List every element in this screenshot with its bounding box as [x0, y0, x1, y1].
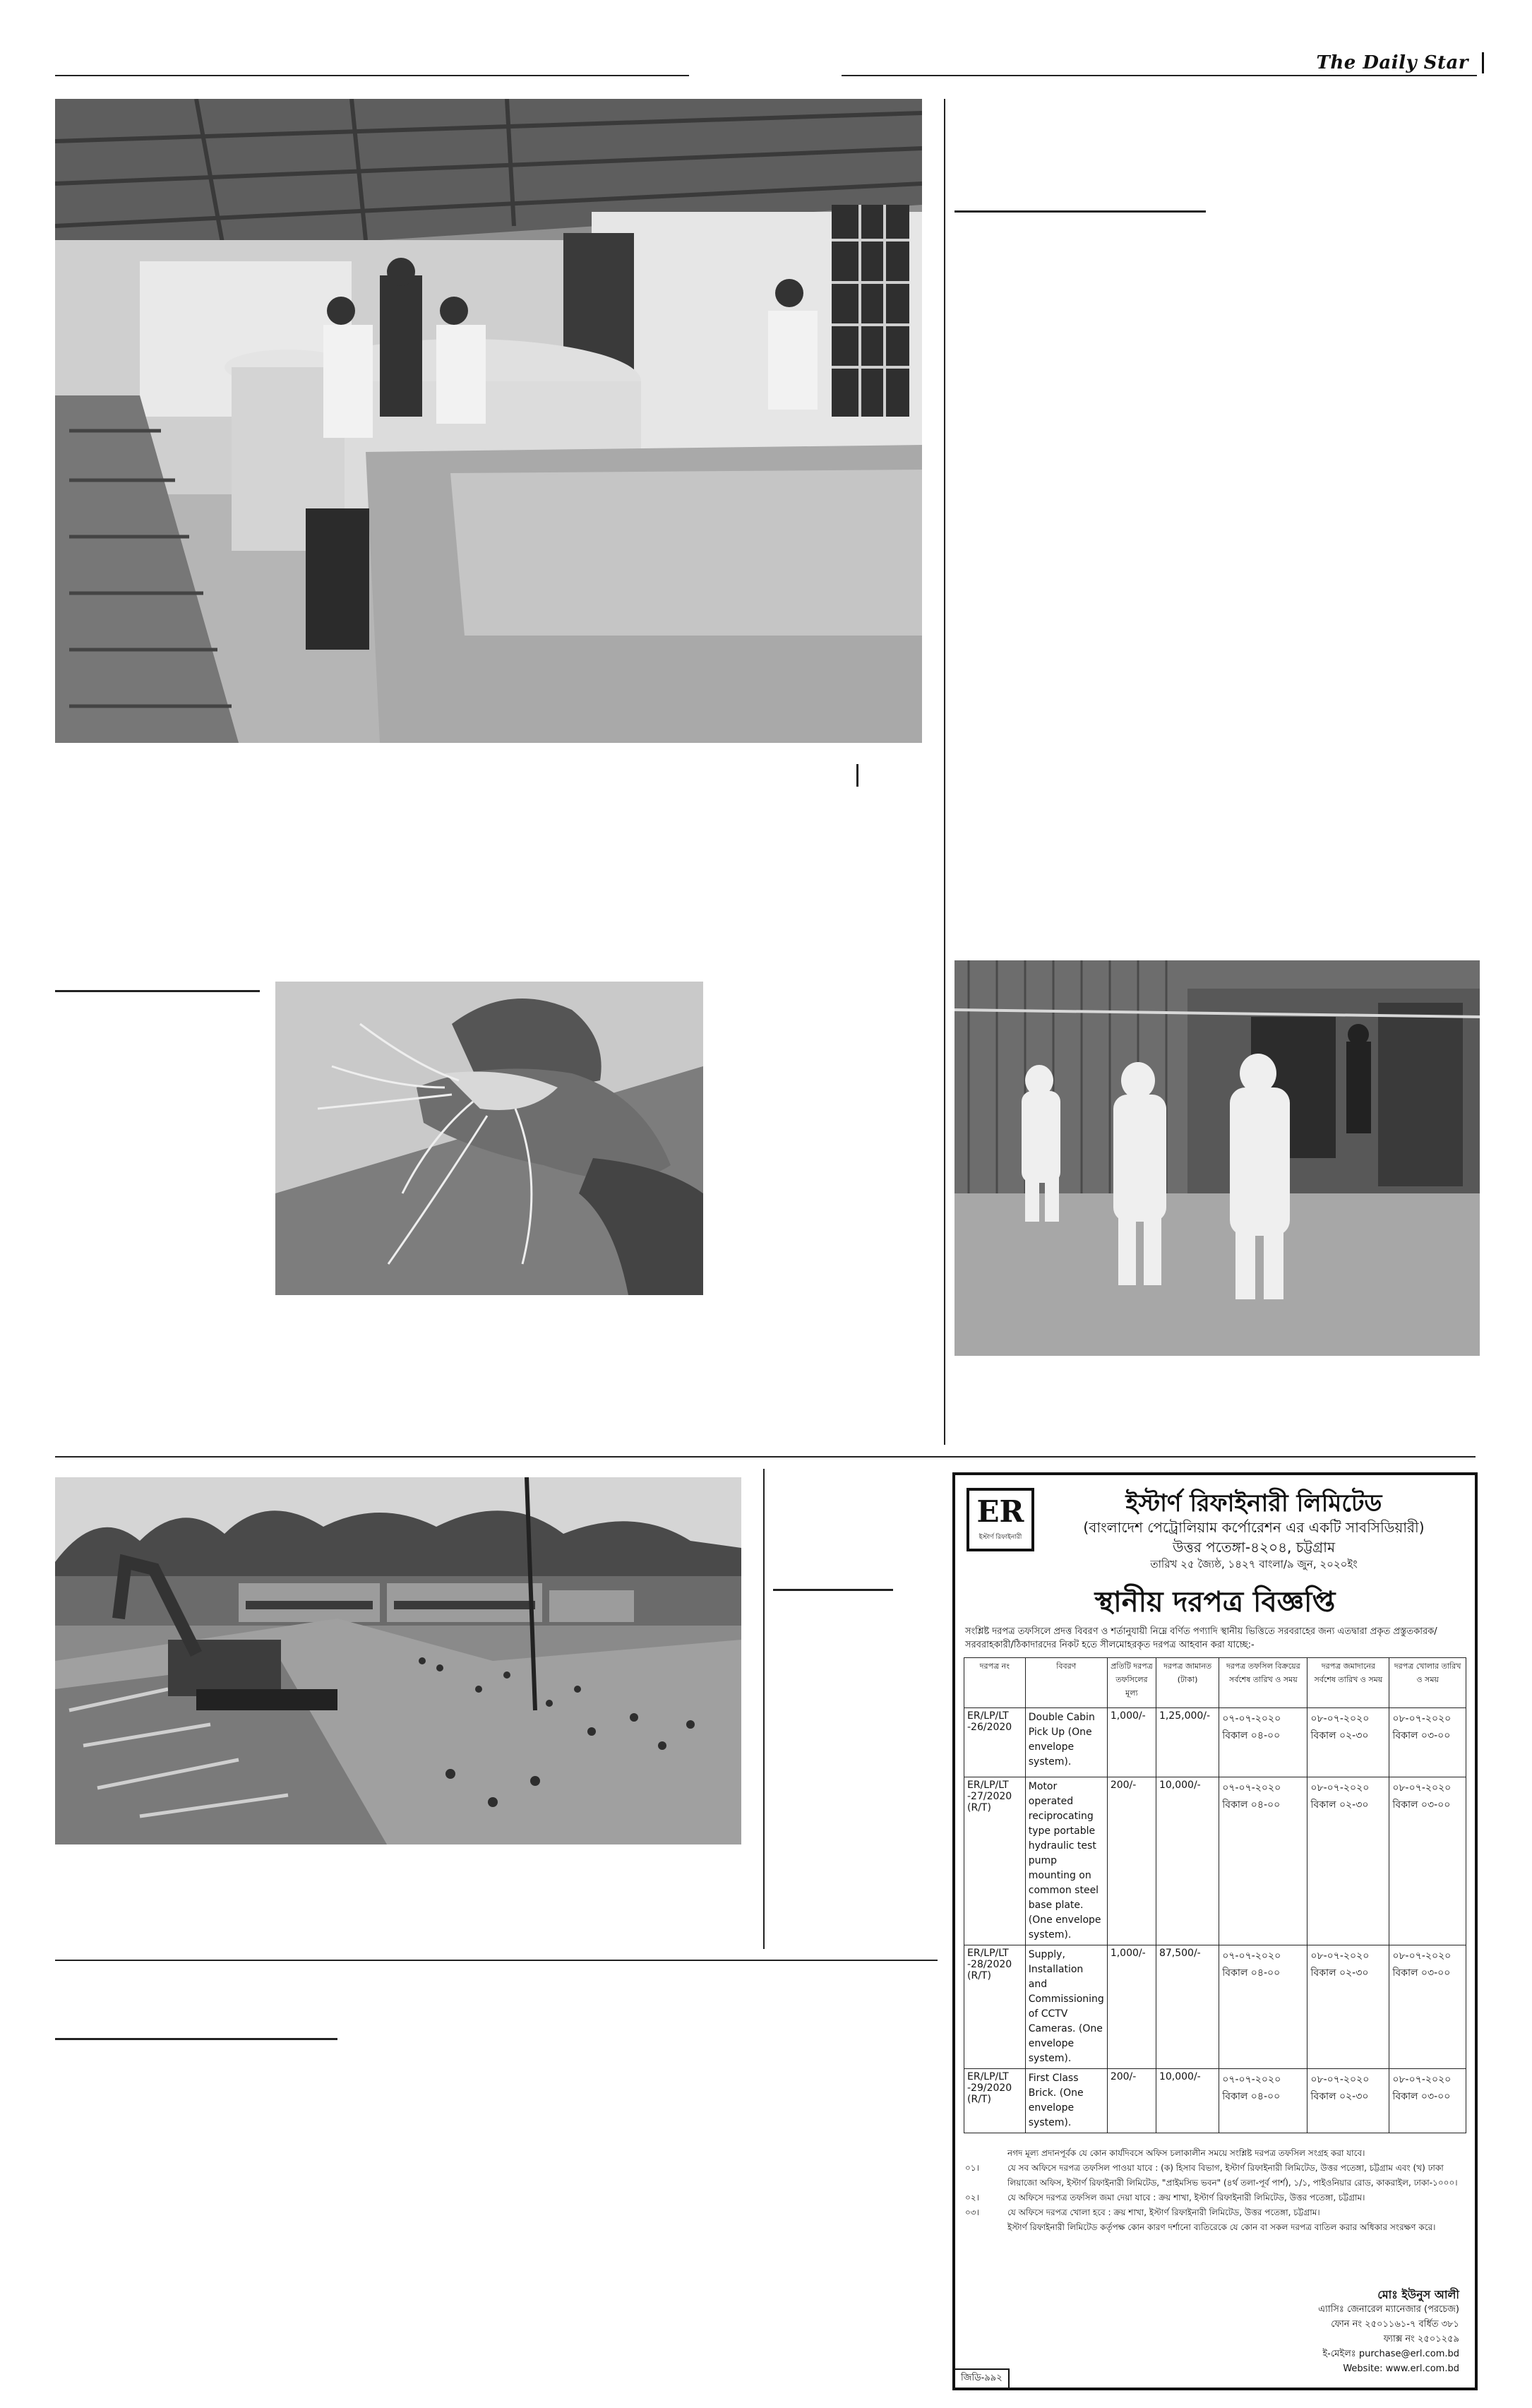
table-cell: First Class Brick. (One envelope system). [1025, 2069, 1107, 2133]
table-cell: ০৮-০৭-২০২০ বিকাল ০৩-০০ [1389, 2069, 1466, 2133]
table-cell: ০৮-০৭-২০২০ বিকাল ০২-৩০ [1307, 1777, 1389, 1945]
signatory-block [1318, 2287, 1459, 2376]
table-cell: ০৭-০৭-২০২০ বিকাল ০৪-০০ [1219, 1708, 1307, 1777]
table-cell: ০৮-০৭-২০২০ বিকাল ০৩-০০ [1389, 1708, 1466, 1777]
table-cell: 1,000/- [1107, 1708, 1156, 1777]
logo-letters: ER [976, 1494, 1024, 1529]
notice-heading: স্থানীয় দরপত্র বিজ্ঞপ্তি [1094, 1586, 1336, 1619]
signatory-title: এ্যাসিঃ জেনারেল ম্যানেজার (পরচেজ) [1318, 2304, 1459, 2315]
instruction-item [965, 2220, 1465, 2235]
table-cell: ০৮-০৭-২০২০ বিকাল ০২-৩০ [1307, 1945, 1389, 2069]
table-cell: Supply, Installation and Commissioning of CCTV Cameras. (One envelope system). [1025, 1945, 1107, 2069]
company-logo [967, 1488, 1034, 1551]
masthead-name: The Daily Star [1316, 52, 1468, 73]
section-divider [55, 1456, 1476, 1458]
table-cell: ০৭-০৭-২০২০ বিকাল ০৪-০০ [1219, 1945, 1307, 2069]
table-cell: 10,000/- [1156, 2069, 1219, 2133]
instruction-number [965, 2220, 1007, 2235]
top-rule-left [55, 75, 689, 76]
table-header: দরপত্র তফসিল বিক্রয়ের সর্বশেষ তারিখ ও সময় [1219, 1658, 1307, 1708]
table-cell: 87,500/- [1156, 1945, 1219, 2069]
table-cell: 200/- [1107, 1777, 1156, 1945]
table-row [964, 1945, 1466, 2069]
table-header: দরপত্র জামানত (টাকা) [1156, 1658, 1219, 1708]
table-row [964, 2069, 1466, 2133]
table-header: বিবরণ [1025, 1658, 1107, 1708]
table-cell: ০৮-০৭-২০২০ বিকাল ০৩-০০ [1389, 1777, 1466, 1945]
table-cell: 1,000/- [1107, 1945, 1156, 2069]
health-workers-ppe-photo [954, 960, 1480, 1356]
signatory-name: মোঃ ইউনুস আলী [1377, 2288, 1459, 2301]
instruction-text: ইস্টার্ণ রিফাইনারী লিমিটেড কর্তৃপক্ষ কোন কারণ দর্শানো ব্যতিরেকে যে কোন বা সকল দরপত্র বাতিল করার অধিকার সংরক্ষণ করে। [1007, 2222, 1436, 2232]
demolition-excavator-photo [55, 1477, 741, 1844]
logo-text: ইস্টার্ণ রিফাইনারী [979, 1534, 1022, 1541]
heading-rule-bottom [55, 2038, 337, 2040]
signatory-email[interactable]: ই-মেইলঃ purchase@erl.com.bd [1322, 2349, 1459, 2359]
column-divider-bottom [763, 1469, 765, 1949]
instruction-number [965, 2146, 1007, 2161]
instruction-number: ০৩। [965, 2207, 979, 2217]
table-row [964, 1777, 1466, 1945]
heading-rule-right [954, 210, 1206, 213]
table-header: দরপত্র নং [964, 1658, 1026, 1708]
table-cell: ER/LP/LT -27/2020 (R/T) [964, 1777, 1026, 1945]
tender-advertisement [952, 1472, 1478, 2390]
masthead-divider [1482, 52, 1484, 73]
hatchery-tanks-photo [55, 99, 922, 743]
table-cell: 1,25,000/- [1156, 1708, 1219, 1777]
instruction-item [965, 2191, 1465, 2205]
table-cell: 200/- [1107, 2069, 1156, 2133]
ad-code: জিডি-৯৯২ [955, 2368, 1010, 2388]
table-cell: ০৭-০৭-২০২০ বিকাল ০৪-০০ [1219, 1777, 1307, 1945]
table-cell: Double Cabin Pick Up (One envelope system). [1025, 1708, 1107, 1777]
instruction-item [965, 2161, 1465, 2191]
top-rule-right [842, 75, 1477, 76]
table-header: প্রতিটি দরপত্র তফসিলের মূল্য [1107, 1658, 1156, 1708]
instruction-text: যে অফিসে দরপত্র তফসিল জমা দেয়া যাবে : ক্রয় শাখা, ইস্টার্ণ রিফাইনারী লিমিটেড, উত্তর পতেঙ্গা, চট্টগ্রাম। [1007, 2193, 1365, 2203]
table-cell: ER/LP/LT -26/2020 [964, 1708, 1026, 1777]
table-cell: ০৮-০৭-২০২০ বিকাল ০২-৩০ [1307, 1708, 1389, 1777]
bottom-section-rule [55, 1960, 938, 1961]
instruction-item [965, 2146, 1465, 2161]
instruction-item [965, 2205, 1465, 2220]
company-name: ইস্টার্ণ রিফাইনারী লিমিটেড [1125, 1489, 1382, 1518]
instruction-text: যে সব অফিসে দরপত্র তফসিল পাওয়া যাবে : (ক) হিসাব বিভাগ, ইস্টার্ণ রিফাইনারী লিমিটেড, উত্তর পতেঙ্গা, চট্টগ্রাম এবং (খ) ঢাকা লিয়াজো অফিস, ইস্টার্ণ রিফাইনারী লিমিটেড, "প্রাইমসিভ ভবন" (৪র্থ তলা-পূর্ব পার্শ), ১/১, পাইওনিয়ার রোড, কাকরাইল, ঢাকা-১০০০। [1007, 2163, 1458, 2188]
company-address: উত্তর পতেঙ্গা-৪২০৪, চট্টগ্রাম [1172, 1539, 1336, 1556]
tender-instructions [965, 2146, 1465, 2235]
signatory-phone: ফোন নং ২৫০১১৬১-৭ বর্ধিত ৩৮১ [1331, 2319, 1459, 2330]
signatory-fax: ফ্যাক্স নং ২৫০১২৫৯ [1383, 2334, 1459, 2344]
instruction-number: ০১। [965, 2163, 979, 2173]
table-cell: ০৮-০৭-২০২০ বিকাল ০২-৩০ [1307, 2069, 1389, 2133]
instruction-text: নগদ মূল্য প্রদানপূর্বক যে কোন কার্যদিবসে অফিস চলাকালীন সময়ে সংশ্লিষ্ট দরপত্র তফসিল সংগ্রহ করা যাবে। [1007, 2148, 1365, 2158]
small-marker [856, 764, 858, 787]
company-subsidiary: (বাংলাদেশ পেট্রোলিয়াম কর্পোরেশন এর একটি সাবসিডিয়ারী) [1083, 1519, 1425, 1536]
instruction-number: ০২। [965, 2193, 979, 2203]
table-row [964, 1708, 1466, 1777]
heading-rule-left [55, 990, 260, 992]
signatory-website[interactable]: Website: www.erl.com.bd [1343, 2364, 1459, 2374]
table-cell: ER/LP/LT -29/2020 (R/T) [964, 2069, 1026, 2133]
table-cell: 10,000/- [1156, 1777, 1219, 1945]
table-header: দরপত্র খোলার তারিখ ও সময় [1389, 1658, 1466, 1708]
column-divider-top [944, 99, 945, 1445]
notice-intro: সংশ্লিষ্ট দরপত্র তফসিলে প্রদত্ত বিবরণ ও শর্তানুযায়ী নিম্নে বর্ণিত পণ্যাদি স্থানীয় ভিত্তিতে সরবরাহের জন্য এতদ্বারা প্রকৃত প্রস্তুতকারক/ সরবরাহকারী/ঠিকাদারদের নিকট হতে সীলমোহরকৃত দরপত্র আহবান করা যাচ্ছে:- [965, 1626, 1437, 1650]
instruction-text: যে অফিসে দরপত্র খোলা হবে : ক্রয় শাখা, ইস্টার্ণ রিফাইনারী লিমিটেড, উত্তর পতেঙ্গা, চট্টগ্রাম। [1007, 2207, 1320, 2217]
table-cell: ০৭-০৭-২০২০ বিকাল ০৪-০০ [1219, 2069, 1307, 2133]
table-header-row [964, 1658, 1466, 1708]
table-cell: ER/LP/LT -28/2020 (R/T) [964, 1945, 1026, 2069]
tender-table [964, 1657, 1466, 2133]
table-cell: Motor operated reciprocating type portable hydraulic test pump mounting on common steel base plate. (One envelope system). [1025, 1777, 1107, 1945]
table-cell: ০৮-০৭-২০২০ বিকাল ০৩-০০ [1389, 1945, 1466, 2069]
heading-rule-middle [773, 1589, 893, 1591]
notice-date: তারিখ ২৫ জ্যৈষ্ঠ, ১৪২৭ বাংলা/৯ জুন, ২০২০ইং [1150, 1558, 1358, 1570]
table-header: দরপত্র জমাদানের সর্বশেষ তারিখ ও সময় [1307, 1658, 1389, 1708]
hands-holding-shrimp-photo [275, 982, 703, 1295]
